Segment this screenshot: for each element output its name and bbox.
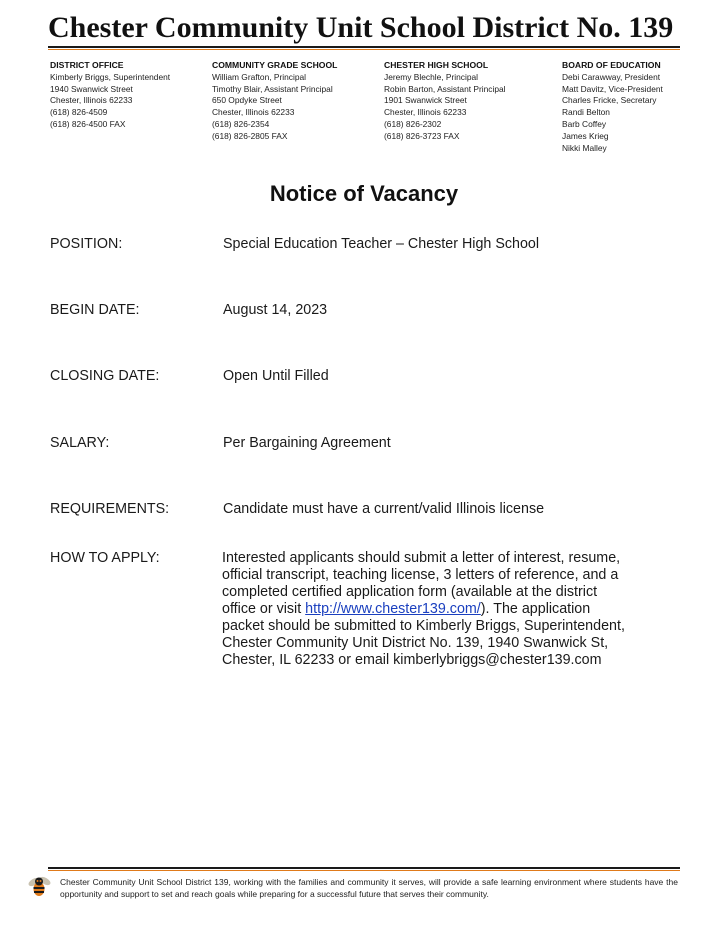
- district-title: Chester Community Unit School District No. 139: [48, 11, 674, 44]
- column-line: Jeremy Blechle, Principal: [384, 71, 479, 82]
- column-line: (618) 826-2805 FAX: [212, 130, 288, 141]
- column-heading: COMMUNITY GRADE SCHOOL: [212, 60, 338, 70]
- grade-school-column: [212, 60, 337, 143]
- footer-rule-orange: [48, 870, 680, 871]
- column-line: Chester, Illinois 62233: [50, 95, 133, 106]
- closing-date-label: CLOSING DATE:: [50, 368, 160, 384]
- header-rule-black: [48, 46, 680, 48]
- apply-line: completed certified application form (available at the district: [222, 584, 598, 600]
- board-of-education-column: [562, 60, 663, 154]
- district-office-column: [50, 60, 170, 131]
- column-line: Charles Fricke, Secretary: [562, 95, 657, 106]
- column-line: Chester, Illinois 62233: [212, 107, 295, 118]
- mission-statement: Chester Community Unit School District 139, working with the families and community it serves, will provide a safe learning environment where students have the opportunity and support to set and reach goals while preparing for a successful future that serves their community.: [60, 877, 678, 899]
- column-line: (618) 826-2302: [384, 118, 442, 129]
- salary-label: SALARY:: [50, 435, 110, 451]
- begin-date-label: BEGIN DATE:: [50, 302, 140, 318]
- notice-title: Notice of Vacancy: [269, 181, 459, 206]
- column-line: Timothy Blair, Assistant Principal: [212, 83, 333, 94]
- closing-date-value: Open Until Filled: [223, 368, 329, 384]
- column-line: (618) 826-3723 FAX: [384, 130, 460, 141]
- how-to-apply-label: HOW TO APPLY:: [50, 550, 160, 566]
- column-line: Nikki Malley: [562, 142, 607, 153]
- column-line: (618) 826-2354: [212, 118, 270, 129]
- column-heading: DISTRICT OFFICE: [50, 60, 124, 70]
- salary-value: Per Bargaining Agreement: [223, 435, 391, 451]
- apply-line: Chester, IL 62233 or email kimberlybriggs@chester139.com: [222, 652, 602, 668]
- column-line: James Krieg: [562, 130, 609, 141]
- how-to-apply-text: [222, 550, 625, 669]
- column-heading: CHESTER HIGH SCHOOL: [384, 60, 489, 70]
- apply-line: Interested applicants should submit a letter of interest, resume,: [222, 550, 621, 566]
- apply-line-prefix: office or visit: [222, 601, 306, 617]
- high-school-column: [384, 60, 506, 143]
- column-line: Kimberly Briggs, Superintendent: [50, 71, 171, 82]
- footer-rule-black: [48, 867, 680, 869]
- hornet-mascot-icon: [26, 873, 52, 899]
- column-line: (618) 826-4500 FAX: [50, 118, 126, 129]
- begin-date-value: August 14, 2023: [223, 302, 328, 318]
- position-label: POSITION:: [50, 236, 123, 252]
- column-line: 1940 Swanwick Street: [50, 83, 133, 94]
- requirements-value: Candidate must have a current/valid Illinois license: [223, 501, 545, 517]
- apply-line-suffix: ). The application: [480, 601, 591, 617]
- position-value: Special Education Teacher – Chester High School: [223, 236, 540, 252]
- district-website-link[interactable]: http://www.chester139.com/: [305, 601, 481, 617]
- column-line: Matt Davitz, Vice-President: [562, 83, 663, 94]
- column-line: Barb Coffey: [562, 118, 607, 129]
- apply-line: packet should be submitted to Kimberly Briggs, Superintendent,: [222, 618, 625, 634]
- column-line: (618) 826-4509: [50, 107, 108, 118]
- apply-line: [222, 601, 625, 618]
- apply-line: official transcript, teaching license, 3 letters of reference, and a: [222, 567, 619, 583]
- column-line: Debi Carawway, President: [562, 71, 661, 82]
- column-line: 650 Opdyke Street: [212, 95, 282, 106]
- column-line: Chester, Illinois 62233: [384, 107, 467, 118]
- requirements-label: REQUIREMENTS:: [50, 501, 170, 517]
- column-line: William Grafton, Principal: [212, 71, 307, 82]
- apply-line: Chester Community Unit District No. 139, 1940 Swanwick St,: [222, 635, 609, 651]
- column-line: Randi Belton: [562, 107, 610, 118]
- column-line: 1901 Swanwick Street: [384, 95, 467, 106]
- header-rule-orange: [48, 49, 680, 50]
- column-heading: BOARD OF EDUCATION: [562, 60, 661, 70]
- column-line: Robin Barton, Assistant Principal: [384, 83, 506, 94]
